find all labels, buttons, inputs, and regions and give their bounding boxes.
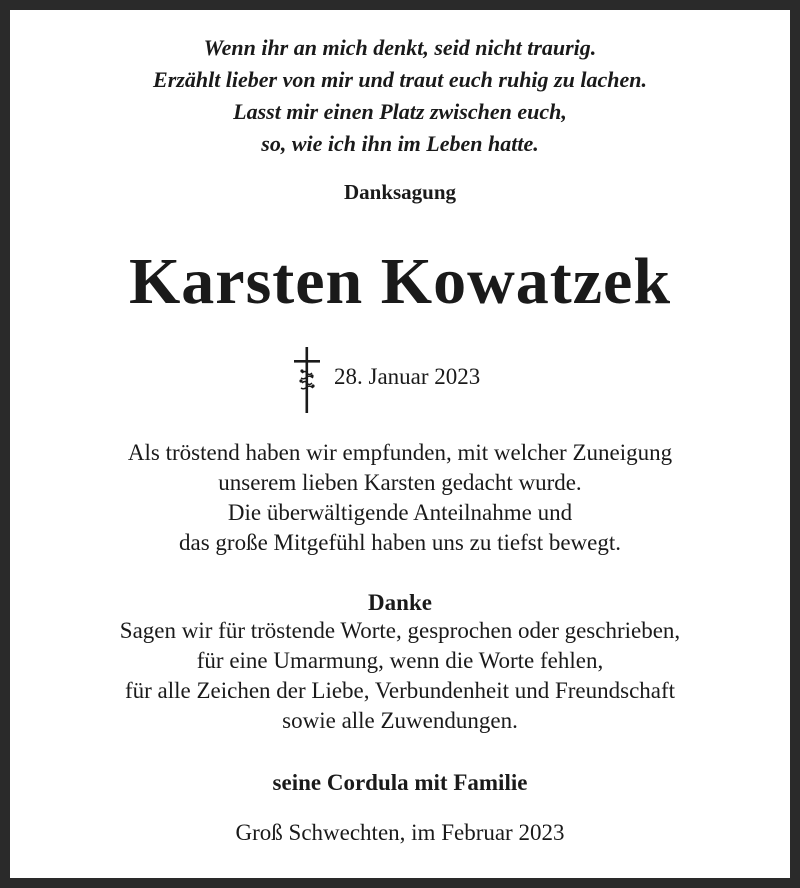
cross-icon — [292, 347, 322, 413]
danke-line: für alle Zeichen der Liebe, Verbundenheit und Freundschaft — [124, 678, 676, 703]
death-date: 28. Januar 2023 — [334, 364, 481, 389]
thanks-line: unserem lieben Karsten gedacht wurde. — [218, 470, 582, 495]
thanks-line: Die überwältigende Anteilnahme und — [227, 500, 573, 525]
danke-line: Sagen wir für tröstende Worte, gesprochen oder geschrieben, — [119, 618, 681, 643]
danke-line: sowie alle Zuwendungen. — [282, 708, 518, 733]
death-date-line — [292, 347, 480, 413]
deceased-name: Karsten Kowatzek — [128, 245, 672, 318]
poem-line: so, wie ich ihn im Leben hatte. — [261, 131, 539, 156]
obituary-notice — [10, 10, 790, 878]
heading: Danksagung — [343, 180, 457, 204]
signature: seine Cordula mit Familie — [272, 770, 528, 795]
place-date: Groß Schwechten, im Februar 2023 — [235, 820, 565, 845]
poem-line: Lasst mir einen Platz zwischen euch, — [233, 99, 567, 124]
thanks-line: das große Mitgefühl haben uns zu tiefst bewegt. — [179, 530, 621, 555]
poem — [10, 32, 790, 160]
danke-line: für eine Umarmung, wenn die Worte fehlen, — [196, 648, 604, 673]
poem-line: Erzählt lieber von mir und traut euch ruhig zu lachen. — [153, 67, 647, 92]
danke-text — [10, 616, 790, 736]
danke-title: Danke — [368, 590, 432, 615]
thanks-text — [10, 438, 790, 558]
thanks-line: Als tröstend haben wir empfunden, mit welcher Zuneigung — [127, 440, 673, 465]
poem-line: Wenn ihr an mich denkt, seid nicht traurig. — [203, 35, 597, 60]
